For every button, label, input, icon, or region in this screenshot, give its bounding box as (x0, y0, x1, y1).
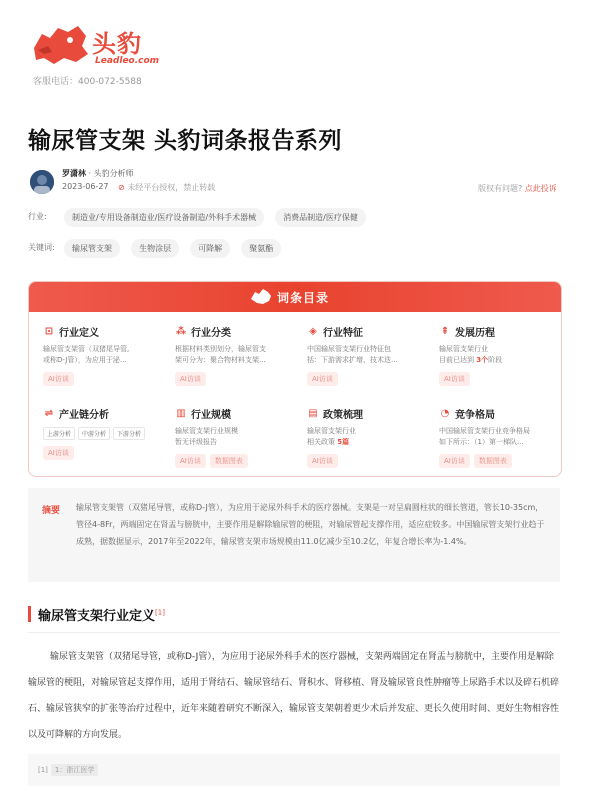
catalog-item-history[interactable] (439, 324, 559, 386)
data-chart-tag[interactable]: 数据图表 (210, 454, 248, 468)
ai-interview-tag[interactable]: AI访谈 (439, 454, 470, 468)
ai-interview-tag[interactable]: AI访谈 (307, 454, 338, 468)
catalog-item-classification[interactable] (175, 324, 295, 386)
catalog-item-title: 行业规模 (191, 410, 231, 421)
policy-icon: ▤ (308, 408, 318, 419)
brand-domain: Leadleo.com (95, 56, 160, 66)
catalog-item-desc: 输尿管支架行业 (439, 345, 488, 353)
catalog-item-desc: 阶段 (488, 356, 503, 364)
catalog-item-feature[interactable] (307, 324, 427, 386)
keyword-tag[interactable]: 可降解 (190, 239, 230, 258)
catalog-item-title: 行业特征 (323, 328, 363, 339)
policy-count: 5篇 (337, 438, 350, 446)
catalog-title: 词条目录 (277, 291, 330, 305)
catalog-card (28, 281, 562, 477)
service-phone: 客服电话：400-072-5588 (33, 77, 142, 87)
author-role: · 头豹分析师 (86, 169, 134, 178)
keyword-tag[interactable]: 输尿管支架 (64, 239, 120, 258)
catalog-item-title: 竞争格局 (455, 410, 495, 421)
catalog-item-scale[interactable] (175, 406, 295, 468)
catalog-item-desc: 输尿管支架管（双猪尾导管, (43, 345, 130, 353)
avatar[interactable] (30, 170, 54, 194)
catalog-item-policy[interactable] (307, 406, 427, 468)
catalog-item-desc: 或称D-J管），为应用于泌... (43, 356, 127, 364)
page-title: 输尿管支架 头豹词条报告系列 (28, 128, 343, 154)
brand-name: 头豹 (92, 30, 142, 58)
ai-interview-tag[interactable]: AI访谈 (175, 372, 206, 386)
classification-icon: ⁂ (175, 326, 187, 337)
copyright-warning-text: 未经平台授权，禁止转载 (127, 183, 216, 192)
section-accent-bar (28, 606, 31, 622)
scale-icon: ▥ (176, 408, 186, 419)
catalog-item-desc: 目前已达到 (439, 356, 474, 364)
industry-tag[interactable]: 消费品制造/医疗保健 (275, 208, 366, 227)
reference-number: [1] (38, 766, 48, 774)
ai-interview-tag[interactable]: AI访谈 (175, 454, 206, 468)
summary-box (28, 488, 560, 582)
section-body: 输尿管支架管（双猪尾导管，或称D-J管），为应用于泌尿外科手术的医疗器械，支架两端固定在肾盂与膀胱中，主要作用是解除输尿管的梗阻，对输尿管起支撑作用，适用于肾结石、输尿管结石、肾积水、肾移植、肾及输尿管良性肿瘤等上尿路手术以及碎石机碎石、输尿管狭窄的扩张等治疗过程中，近年来随着研究不断深入，输尿管支架朝着更少术后并发症、更长久使用时间、更好生物相容性以及可降解的方向发展。 (28, 652, 560, 740)
author-line (62, 168, 134, 179)
catalog-item-title: 行业分类 (191, 328, 231, 339)
copyright-warning (118, 182, 215, 193)
catalog-item-desc: 根据材料类别划分，输尿管支 (175, 345, 266, 353)
section-divider (28, 632, 560, 633)
section-title (38, 605, 165, 624)
catalog-item-desc: 中国输尿管支架行业特征包 (307, 345, 391, 353)
catalog-item-desc: 中国输尿管支架行业竞争格局 (439, 427, 530, 435)
upstream-tag[interactable]: 上游分析 (43, 427, 75, 440)
data-chart-tag[interactable]: 数据图表 (474, 454, 512, 468)
author-name[interactable]: 罗潇林 (62, 169, 86, 178)
leopard-icon (249, 287, 273, 307)
catalog-item-desc: 如下所示：（1）第一梯队... (439, 438, 524, 446)
catalog-item-desc: 架可分为：聚合物材料支架... (175, 356, 266, 364)
keywords-label: 关键词: (28, 243, 55, 252)
footnote-ref[interactable]: [1] (155, 608, 165, 617)
history-icon: ⇞ (440, 326, 450, 337)
keyword-tag[interactable]: 聚氨酯 (241, 239, 281, 258)
summary-label: 摘要 (42, 506, 61, 516)
competition-icon: ◔ (440, 408, 450, 419)
leopard-logo-icon (28, 18, 92, 70)
industry-tag[interactable]: 制造业/专用设备制造业/医疗设备制造/外科手术器械 (64, 208, 264, 227)
ai-interview-tag[interactable]: AI访谈 (439, 372, 470, 386)
report-question: 版权有问题? (478, 184, 523, 193)
catalog-item-title: 行业定义 (59, 328, 99, 339)
report-link[interactable]: 点此投诉 (524, 184, 557, 193)
catalog-item-title: 发展历程 (455, 328, 495, 339)
definition-icon: ⊡ (44, 326, 54, 337)
downstream-tag[interactable]: 下游分析 (113, 427, 145, 440)
avatar-image-icon (30, 170, 54, 194)
catalog-item-definition[interactable] (43, 324, 163, 386)
catalog-item-title: 政策梳理 (323, 410, 363, 421)
ai-interview-tag[interactable]: AI访谈 (43, 446, 74, 460)
feature-icon: ◈ (309, 326, 317, 337)
keyword-tag[interactable]: 生物涂层 (131, 239, 179, 258)
catalog-item-competition[interactable] (439, 406, 559, 468)
chain-icon: ⇌ (44, 408, 54, 419)
catalog-item-desc: 暂无评级报告 (175, 438, 217, 446)
prohibit-icon: ⊘ (118, 183, 125, 192)
catalog-item-desc: 输尿管支架行业规模 (175, 427, 238, 435)
report-line (478, 183, 557, 194)
catalog-item-desc: 相关政策 (307, 438, 335, 446)
catalog-header (29, 282, 561, 312)
stage-count: 3个 (476, 356, 489, 364)
catalog-item-title: 产业链分析 (59, 410, 109, 421)
summary-text: 输尿管支架管（双猪尾导管，或称D-J管），为应用于泌尿外科手术的医疗器械。支架是一对呈扁圆柱状的细长管道，管长10-35cm，管径4-8Fr，两端固定在肾盂与膀胱中，主要作用是解除输尿管的梗阻，对输尿管起支撑作用，适应症较多。中国输尿管支架行业趋于成熟，据数据显示，2017年至2022年，输尿管支架市场规模由11.0亿减少至10.2亿，年复合增长率为-1.4%。 (76, 503, 545, 546)
catalog-item-chain[interactable] (43, 406, 163, 460)
ai-interview-tag[interactable]: AI访谈 (43, 372, 74, 386)
keyword-tags (64, 236, 287, 258)
reference-box (28, 754, 560, 786)
reference-line (38, 765, 98, 775)
ai-interview-tag[interactable]: AI访谈 (307, 372, 338, 386)
publish-date: 2023-06-27 (62, 182, 109, 191)
catalog-item-desc: 括：下游需求扩增、技术迭... (307, 356, 398, 364)
section-title-text: 输尿管支架行业定义 (38, 609, 156, 624)
midstream-tag[interactable]: 中游分析 (78, 427, 110, 440)
reference-source[interactable]: 1：浙江医学 (51, 764, 98, 776)
industry-label: 行业: (28, 212, 47, 221)
catalog-item-desc: 输尿管支架行业 (307, 427, 356, 435)
industry-tags (64, 205, 372, 227)
